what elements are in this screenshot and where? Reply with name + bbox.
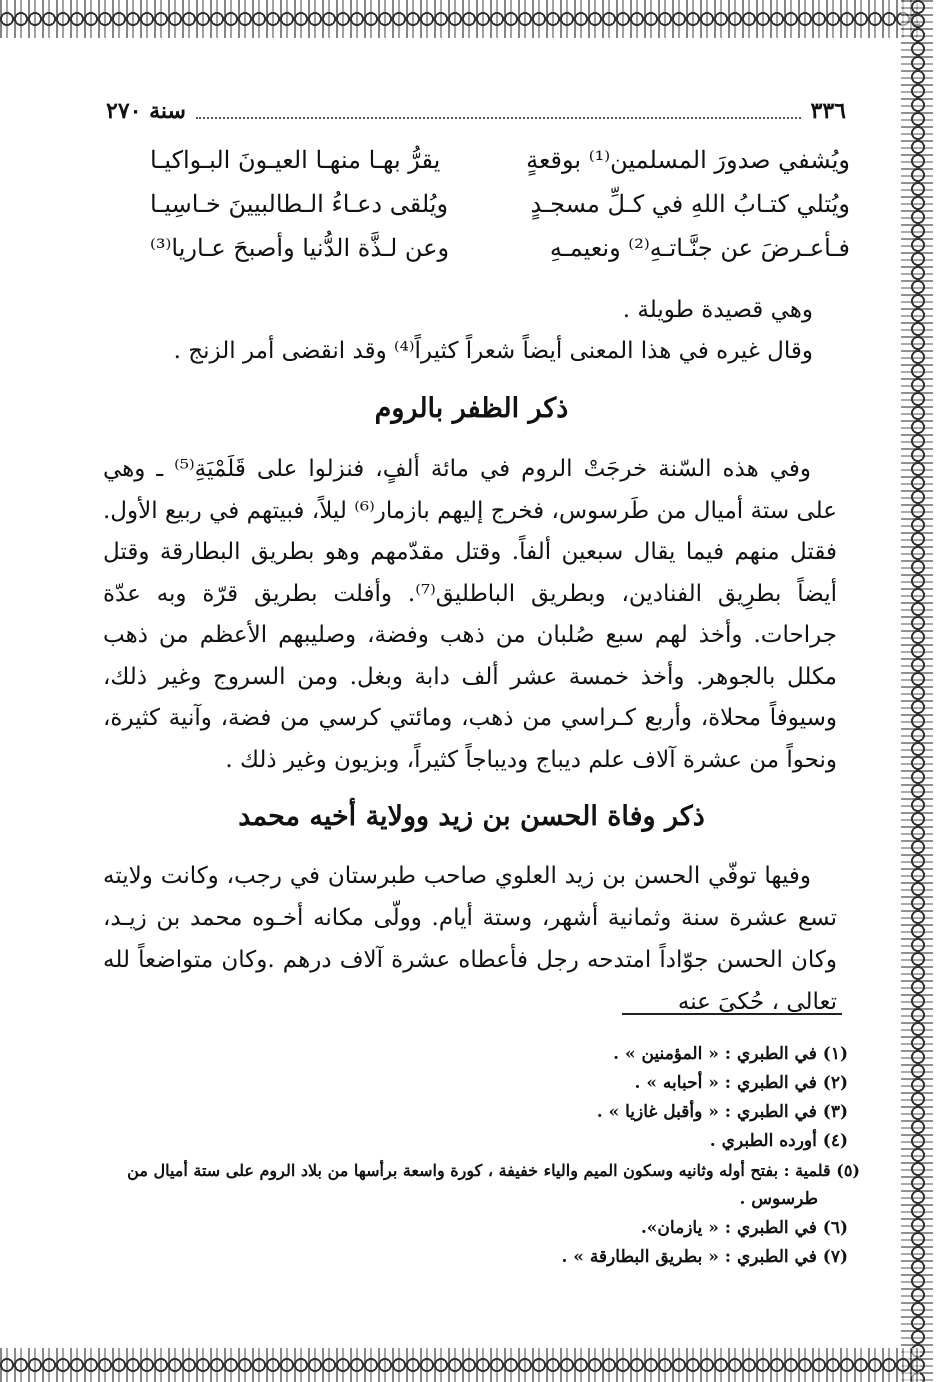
verse-first-hemistich: فـأعـرضَ عن جنَّـاتـهِ⁽²⁾ ونعيمـهِ <box>549 234 850 262</box>
section-body: وفيها توفّي الحسن بن زيد العلوي صاحب طبرستان في رجب، وكانت ولايته تسع عشرة سنة وثمانية أشهر، وستة أيام. وولّى مكانه أخـوه محمد بن زيـد، وكان الحسن جوّاداً امتدحه رجل فأعطاه عشرة آلاف درهم .وكان متواضعاً لله تعالى ، حُكيَ عنه <box>103 863 837 1015</box>
verse-first-hemistich: ويُتلي كتـابُ اللهِ في كـلِّ مسجـدٍ <box>530 190 850 218</box>
footnote: (٢) في الطبري : « أحبابه » . <box>634 1073 848 1093</box>
verse-line <box>150 234 850 278</box>
page-number: ٣٣٦ <box>810 98 846 124</box>
section-body: وفي هذه السّنة خرجَتْ الروم في مائة ألفٍ، فنزلوا على قَلَمْيَةِ⁽⁵⁾ ـ وهي على ستة أميال من طَرسوس، فخرج إليهم بازمار⁽⁶⁾ ليلاً، فبيتهم في ربيع الأول. فقتل منهم فيما يقال سبعين ألفاً. وقتل مقدّمهم وهو بطريق البطارقة وقتل أيضاً بطرِيق الفنادين، وبطريق الباطليق⁽⁷⁾. وأفلت بطريق قرّة وبه عدّة جراحات. وأخذ لهم سبع صُلبان من ذهب وفضة، وصليبهم الأعظم من ذهب مكلل بالجوهر. وأخذ خمسة عشر ألف دابة وبغل. ومن السروج وغير ذلك، وسيوفاً محلاة، وأربع كـراسي من ذهب، ومائتي كرسي من فضة، وآنية كثيرة، ونحواً من عشرة آلاف علم ديباج وديباجاً كثيراً، وبزيون وغير ذلك . <box>103 456 837 773</box>
footnote: (٣) في الطبري : « وأقبل غازيا » . <box>596 1102 848 1122</box>
footnote-separator <box>622 1013 842 1015</box>
footnote-continuation: طرسوس . <box>739 1189 818 1209</box>
footnote: (١) في الطبري : « المؤمنين » . <box>613 1044 848 1064</box>
running-header <box>106 94 846 128</box>
verse-second-hemistich: يقرُّ بهـا منهـا العيـونَ البـواكيـا <box>150 146 441 174</box>
verse-line <box>150 190 850 234</box>
footnotes <box>103 1040 860 1272</box>
verse-first-hemistich: ويُشفي صدورَ المسلمين⁽¹⁾ بوقعةٍ <box>526 146 850 174</box>
verse-second-hemistich: وعن لـذَّة الدُّنيا وأصبحَ عـاريا⁽³⁾ <box>150 234 450 262</box>
header-dot-leader <box>196 103 801 119</box>
verse-second-hemistich: ويُلقى دعـاءُ الـطالبيينَ خـاسِيـا <box>150 190 449 218</box>
footnote: (٥) قلمية : بفتح أوله وثانيه وسكون الميم والياء خفيفة ، كورة واسعة برأسها من بلاد الروم على ستة أميال من <box>127 1161 860 1180</box>
footnote: (٧) في الطبري : « بطريق البطارقة » . <box>561 1247 848 1267</box>
section-heading: ذكر الظفر بالروم <box>374 393 569 424</box>
year-label: سنة ٢٧٠ <box>106 98 186 124</box>
paragraph: وقال غيره في هذا المعنى أيضاً شعراً كثيراً⁽⁴⁾ وقد انقضى أمر الزنج . <box>173 338 813 364</box>
section-heading: ذكر وفاة الحسن بن زيد وولاية أخيه محمد <box>238 801 705 832</box>
footnote: (٦) في الطبري : « يازمان». <box>640 1218 848 1238</box>
verse-line <box>150 146 850 190</box>
footnote: (٤) أورده الطبري . <box>709 1131 848 1151</box>
paragraph: وهي قصيدة طويلة . <box>622 297 813 323</box>
